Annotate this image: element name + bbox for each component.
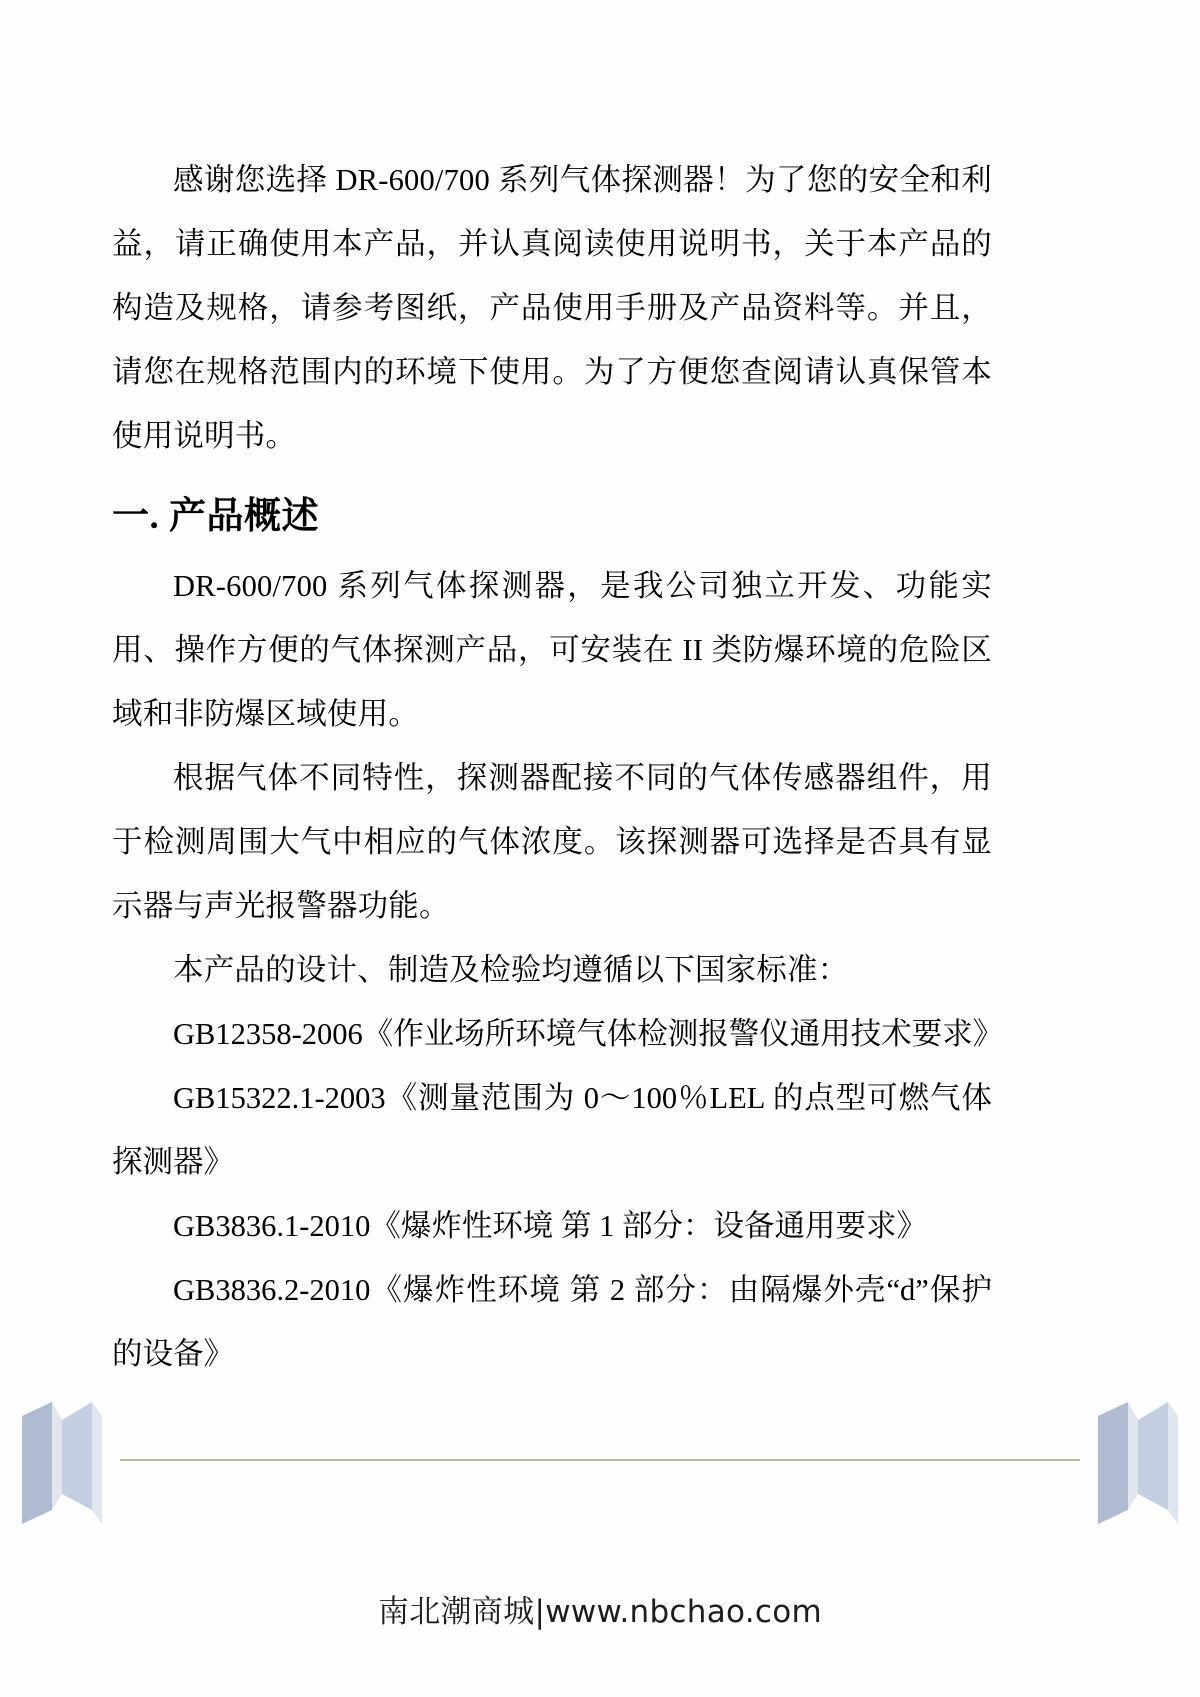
footer-watermark: 南北潮商城|www.nbchao.com — [377, 1594, 822, 1630]
standard-item-gb3836-1: GB3836.1-2010《爆炸性环境 第 1 部分：设备通用要求》 — [173, 1209, 928, 1243]
intro-paragraph: 感谢您选择 DR-600/700 系列气体探测器！为了您的安全和利益，请正确使用本产品，并认真阅读使用说明书，关于本产品的构造及规格，请参考图纸，产品使用手册及产品资料等。并且，请您在规格范围内的环境下使用。为了方便您查阅请认真保管本使用说明书。 — [112, 163, 992, 453]
standards-intro-paragraph: 本产品的设计、制造及检验均遵循以下国家标准： — [173, 953, 849, 987]
standard-item-gb12358: GB12358-2006《作业场所环境气体检测报警仪通用技术要求》 — [173, 1017, 1004, 1051]
page-content — [112, 148, 1004, 1386]
page-footer — [0, 1398, 1200, 1697]
standard-item-gb3836-2: GB3836.2-2010《爆炸性环境 第 2 部分：由隔爆外壳“d”保护的设备》 — [112, 1273, 992, 1371]
overview-paragraph-1: DR-600/700 系列气体探测器，是我公司独立开发、功能实用、操作方便的气体探测产品，可安装在 II 类防爆环境的危险区域和非防爆区域使用。 — [112, 569, 992, 731]
section-heading-product-overview: 一. 产品概述 — [112, 496, 319, 537]
overview-paragraph-2: 根据气体不同特性，探测器配接不同的气体传感器组件，用于检测周围大气中相应的气体浓度。该探测器可选择是否具有显示器与声光报警器功能。 — [112, 761, 992, 923]
footer-ornament-right-icon — [1094, 1398, 1182, 1528]
footer-ornament-left-icon — [18, 1398, 106, 1528]
footer-divider — [120, 1459, 1080, 1461]
standard-item-gb15322: GB15322.1-2003《测量范围为 0～100％LEL 的点型可燃气体探测器》 — [112, 1081, 992, 1179]
